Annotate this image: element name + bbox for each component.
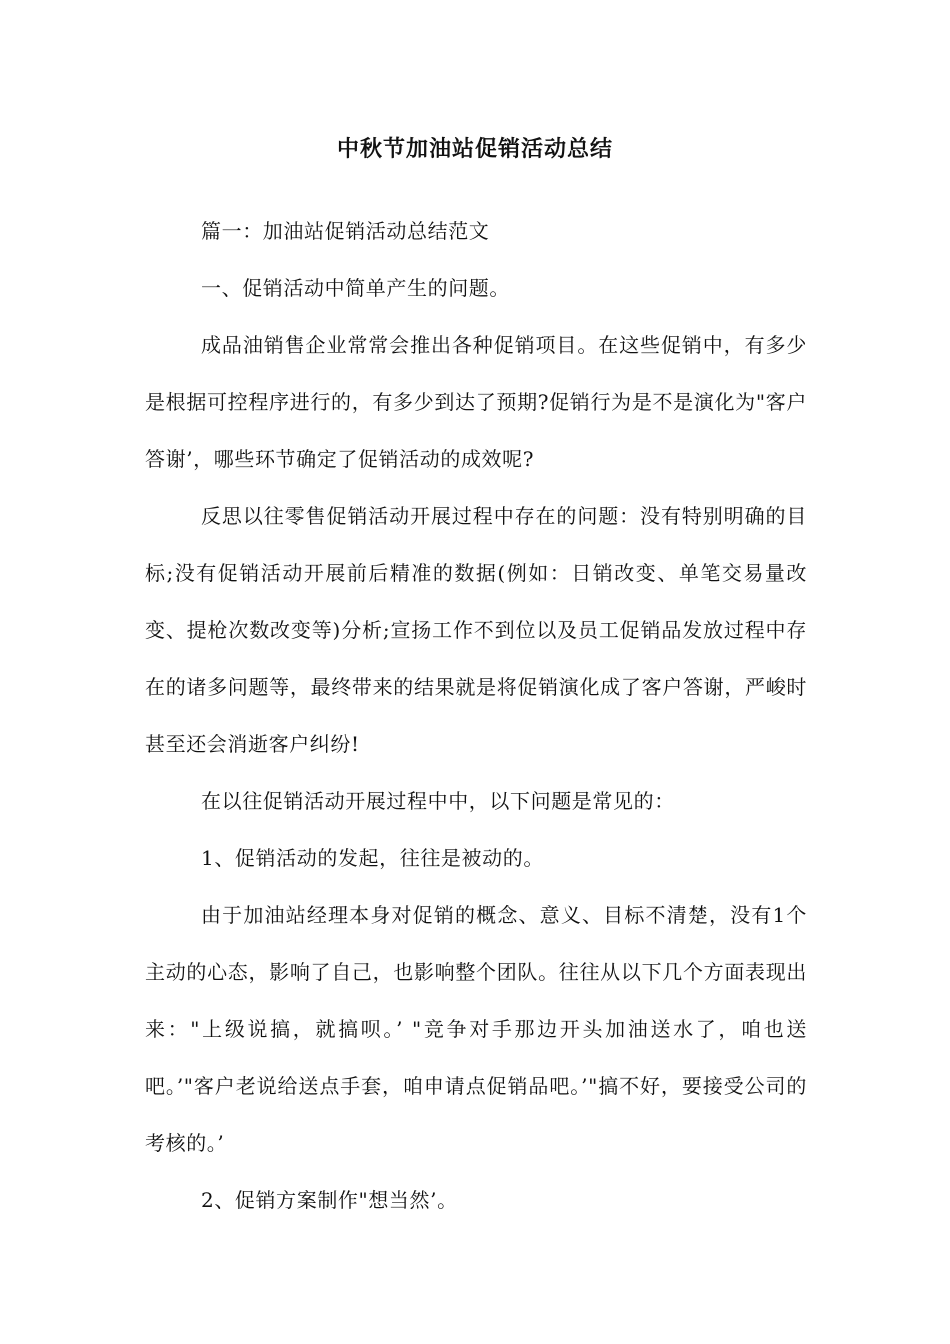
body-paragraph: 成品油销售企业常常会推出各种促销项目。在这些促销中，有多少是根据可控程序进行的，有多少到达了预期?促销行为是不是演化为"客户答谢’，哪些环节确定了促销活动的成效呢? <box>145 333 807 471</box>
body-paragraph: 在以往促销活动开展过程中中，以下问题是常见的： <box>201 789 675 813</box>
list-item-heading: 1、促销活动的发起，往往是被动的。 <box>201 846 544 870</box>
document-body <box>145 203 807 1229</box>
subsection-heading: 一、促销活动中简单产生的问题。 <box>201 276 510 300</box>
list-item-heading: 2、促销方案制作"想当然’。 <box>201 1188 458 1212</box>
section-heading: 篇一：加油站促销活动总结范文 <box>201 219 490 243</box>
document-title: 中秋节加油站促销活动总结 <box>336 137 613 162</box>
body-paragraph: 由于加油站经理本身对促销的概念、意义、目标不清楚，没有1个主动的心态，影响了自己，也影响整个团队。往往从以下几个方面表现出来："上级说搞，就搞呗。’ "竞争对手那边开头加油送水了，咱也送吧。’"客户老说给送点手套，咱申请点促销品吧。’"搞不好，要接受公司的考核的。’ <box>145 903 807 1155</box>
body-paragraph: 反思以往零售促销活动开展过程中存在的问题：没有特别明确的目标;没有促销活动开展前后精准的数据(例如：日销改变、单笔交易量改变、提枪次数改变等)分析;宣扬工作不到位以及员工促销品发放过程中存在的诸多问题等，最终带来的结果就是将促销演化成了客户答谢，严峻时甚至还会消逝客户纠纷! <box>145 504 807 756</box>
